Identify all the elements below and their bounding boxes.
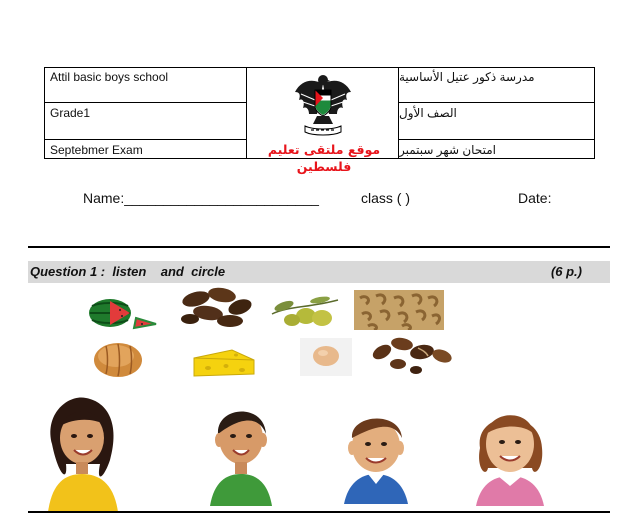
website-name: موقع ملتقى تعليم فلسطين	[267, 142, 381, 174]
exam-name-en: Septebmer Exam	[45, 140, 247, 159]
egg-icon	[300, 338, 352, 376]
divider-line	[28, 246, 610, 248]
grade-ar: الصف الأول	[398, 103, 594, 140]
question-points: (6 p.)	[550, 264, 582, 279]
cashews-icon	[354, 290, 444, 330]
header-table	[44, 67, 595, 174]
date-label: Date:	[518, 190, 552, 206]
bread-icon	[92, 338, 144, 380]
school-name-ar: مدرسة ذكور عتيل الأساسية	[398, 68, 594, 103]
girl-icon	[38, 394, 128, 512]
boy-icon	[338, 404, 414, 504]
question-title: Question 1 : listen and circle	[30, 264, 226, 279]
bottom-divider-line	[28, 511, 610, 513]
girl-icon	[468, 398, 552, 506]
question-bar	[28, 261, 610, 283]
watermelon-icon	[86, 296, 158, 330]
boy-icon	[206, 398, 276, 506]
nuts-icon	[366, 334, 456, 378]
cheese-icon	[192, 348, 256, 378]
class-label: class ( )	[361, 190, 410, 206]
name-label: Name:_________________________	[83, 190, 319, 206]
exam-name-ar: امتحان شهر سبتمبر	[398, 140, 594, 159]
olives-icon	[268, 294, 340, 328]
eagle-emblem-icon	[293, 70, 353, 136]
dates-icon	[178, 285, 256, 329]
grade-en: Grade1	[45, 103, 247, 140]
school-name-en: Attil basic boys school	[45, 68, 247, 103]
